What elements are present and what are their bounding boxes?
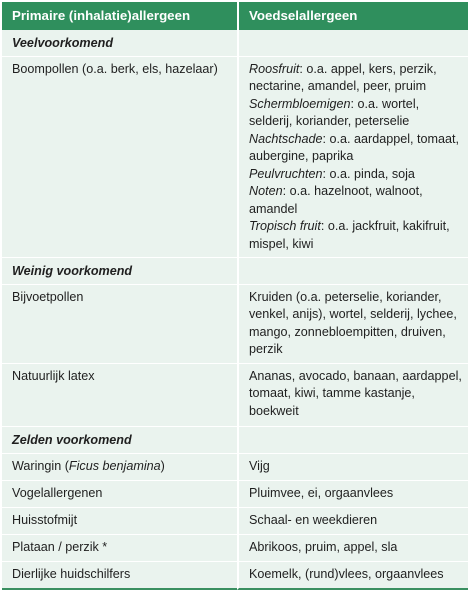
allergen-cell — [2, 454, 237, 481]
food-group-items: : o.a. aardappel, tomaat, aubergine, paprika — [249, 131, 460, 163]
section-label-rare: Zelden voorkomend — [2, 427, 237, 454]
section-empty-cell — [237, 258, 468, 285]
table-header-row — [2, 2, 468, 30]
food-group-name: Schermbloemigen — [249, 96, 351, 111]
food-group-items: : o.a. jackfruit, kakifruit, mispel, kiwi — [249, 219, 450, 251]
allergen-suffix: ) — [160, 458, 165, 473]
section-empty-cell — [237, 30, 468, 57]
food-group-line — [249, 131, 462, 166]
section-empty-cell — [237, 427, 468, 454]
section-row-common — [2, 30, 468, 57]
food-group-line — [249, 218, 462, 253]
food-group-name: Roosfruit — [249, 61, 300, 76]
table-row — [2, 285, 468, 364]
food-cell: Kruiden (o.a. peterselie, koriander, venkel, anijs), wortel, selderij, lychee, mango, zonnebloempitten, druiven, perzik — [237, 285, 468, 364]
food-group-items: : o.a. wortel, selderij, koriander, peterselie — [249, 96, 420, 128]
food-group-line — [249, 96, 462, 131]
allergen-cell: Boompollen (o.a. berk, els, hazelaar) — [2, 57, 237, 259]
allergen-cell: Huisstofmijt — [2, 508, 237, 535]
food-cell: Koemelk, (rund)vlees, orgaanvlees — [237, 562, 468, 590]
food-group-items: : o.a. pinda, soja — [322, 166, 415, 181]
table-row — [2, 481, 468, 508]
section-label-common: Veelvoorkomend — [2, 30, 237, 57]
food-group-line — [249, 61, 462, 96]
food-cell — [237, 57, 468, 259]
header-food-allergen: Voedselallergeen — [237, 2, 468, 30]
allergen-cell: Plataan / perzik * — [2, 535, 237, 562]
table-row — [2, 364, 468, 428]
allergen-cell: Bijvoetpollen — [2, 285, 237, 364]
food-group-line — [249, 183, 462, 218]
food-cell: Schaal- en weekdieren — [237, 508, 468, 535]
table-row — [2, 508, 468, 535]
food-group-name: Peulvruchten — [249, 166, 323, 181]
table-row — [2, 57, 468, 259]
food-group-name: Tropisch fruit — [249, 219, 321, 233]
allergen-table — [2, 2, 468, 590]
allergen-prefix: Waringin ( — [12, 458, 69, 473]
allergen-cell: Natuurlijk latex — [2, 364, 237, 428]
allergen-cell: Vogelallergenen — [2, 481, 237, 508]
food-cell: Abrikoos, pruim, appel, sla — [237, 535, 468, 562]
allergen-cell: Dierlijke huidschilfers — [2, 562, 237, 590]
food-group-items: : o.a. appel, kers, perzik, nectarine, amandel, peer, pruim — [249, 61, 437, 93]
food-group-line — [249, 166, 462, 184]
section-row-rare — [2, 427, 468, 454]
section-label-uncommon: Weinig voorkomend — [2, 258, 237, 285]
food-cell: Vijg — [237, 454, 468, 481]
table-row — [2, 535, 468, 562]
header-primary-allergen: Primaire (inhalatie)allergeen — [2, 2, 237, 30]
food-cell: Pluimvee, ei, orgaanvlees — [237, 481, 468, 508]
food-group-name: Noten — [249, 184, 283, 198]
table-row — [2, 454, 468, 481]
food-group-name: Nachtschade — [249, 131, 323, 146]
food-cell: Ananas, avocado, banaan, aardappel, tomaat, kiwi, tamme kastanje, boekweit — [237, 364, 468, 428]
table-row — [2, 562, 468, 590]
allergen-latin-name: Ficus benjamina — [68, 458, 161, 473]
food-group-items: : o.a. hazelnoot, walnoot, amandel — [249, 184, 423, 216]
section-row-uncommon — [2, 258, 468, 285]
